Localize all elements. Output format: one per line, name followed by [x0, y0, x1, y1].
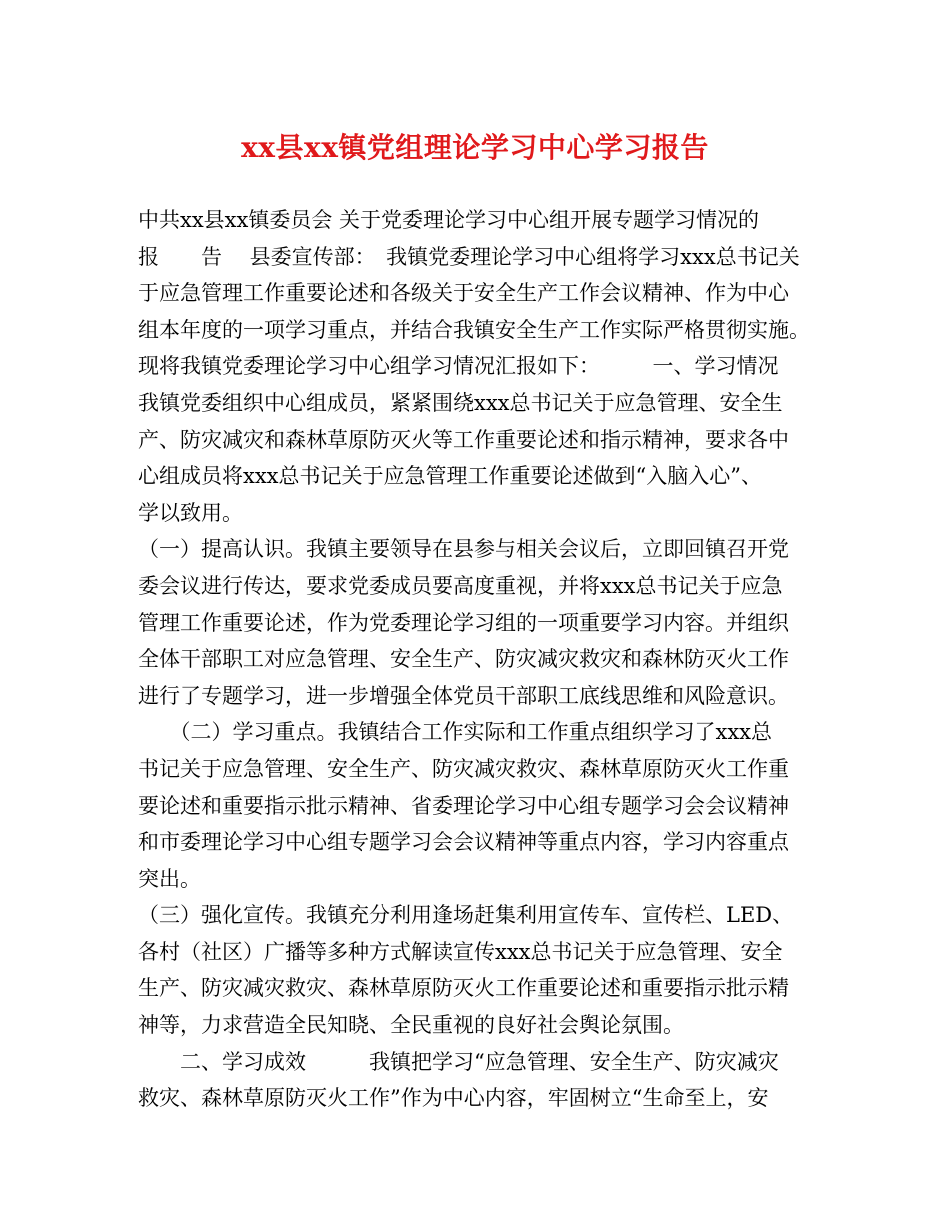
document-body — [138, 202, 814, 1117]
body-line: 书记关于应急管理、安全生产、防灾减灾救灾、森林草原防灭火工作重 — [138, 756, 789, 781]
body-line: （三）强化宣传。我镇充分利用逢场赶集利用宣传车、宣传栏、LED、 — [138, 903, 794, 928]
body-line: 中共xx县xx镇委员会 关于党委理论学习中心组开展专题学习情况的 — [138, 208, 760, 232]
body-line: 委会议进行传达，要求党委成员要高度重视，并将xxx总书记关于应急 — [138, 573, 783, 598]
body-line: 生产、防灾减灾救灾、森林草原防灭火工作重要论述和重要指示批示精 — [138, 976, 789, 1001]
body-line: 要论述和重要指示批示精神、省委理论学习中心组专题学习会会议精神 — [138, 793, 789, 818]
body-line: 和市委理论学习中心组专题学习会会议精神等重点内容，学习内容重点 — [138, 830, 789, 855]
body-line: 全体干部职工对应急管理、安全生产、防灾减灾救灾和森林防灭火工作 — [138, 647, 789, 672]
body-line: 救灾、森林草原防灭火工作”作为中心内容，牢固树立“生命至上，安 — [138, 1086, 769, 1111]
document-title: xx县xx镇党组理论学习中心学习报告 — [241, 131, 709, 164]
body-line: 心组成员将xxx总书记关于应急管理工作重要论述做到“入脑入心”、 — [138, 464, 762, 489]
body-line: 我镇党委组织中心组成员，紧紧围绕xxx总书记关于应急管理、安全生 — [138, 390, 783, 415]
body-line: 神等，力求营造全民知晓、全民重视的良好社会舆论氛围。 — [138, 1013, 684, 1038]
body-line: 突出。 — [138, 866, 201, 891]
body-line: 于应急管理工作重要论述和各级关于安全生产工作会议精神、作为中心 — [138, 281, 789, 306]
body-line: 进行了专题学习，进一步增强全体党员干部职工底线思维和风险意识。 — [138, 683, 789, 708]
body-line: 各村（社区）广播等多种方式解读宣传xxx总书记关于应急管理、安全 — [138, 939, 783, 964]
body-line: 现将我镇党委理论学习中心组学习情况汇报如下： 一、学习情况 — [138, 354, 779, 379]
body-line: 学以致用。 — [138, 500, 243, 525]
body-line: 二、学习成效 我镇把学习“应急管理、安全生产、防灾减灾 — [138, 1049, 779, 1074]
body-line: （二）学习重点。我镇结合工作实际和工作重点组织学习了xxx总 — [138, 720, 773, 745]
body-line: 组本年度的一项学习重点，并结合我镇安全生产工作实际严格贯彻实施。 — [138, 317, 810, 342]
body-line: 管理工作重要论述，作为党委理论学习组的一项重要学习内容。并组织 — [138, 610, 789, 635]
body-line: （一）提高认识。我镇主要领导在县参与相关会议后，立即回镇召开党 — [138, 537, 789, 562]
body-line: 报 告 县委宣传部： 我镇党委理论学习中心组将学习xxx总书记关 — [138, 244, 800, 269]
body-line: 产、防灾减灾和森林草原防灭火等工作重要论述和指示精神，要求各中 — [138, 427, 789, 452]
